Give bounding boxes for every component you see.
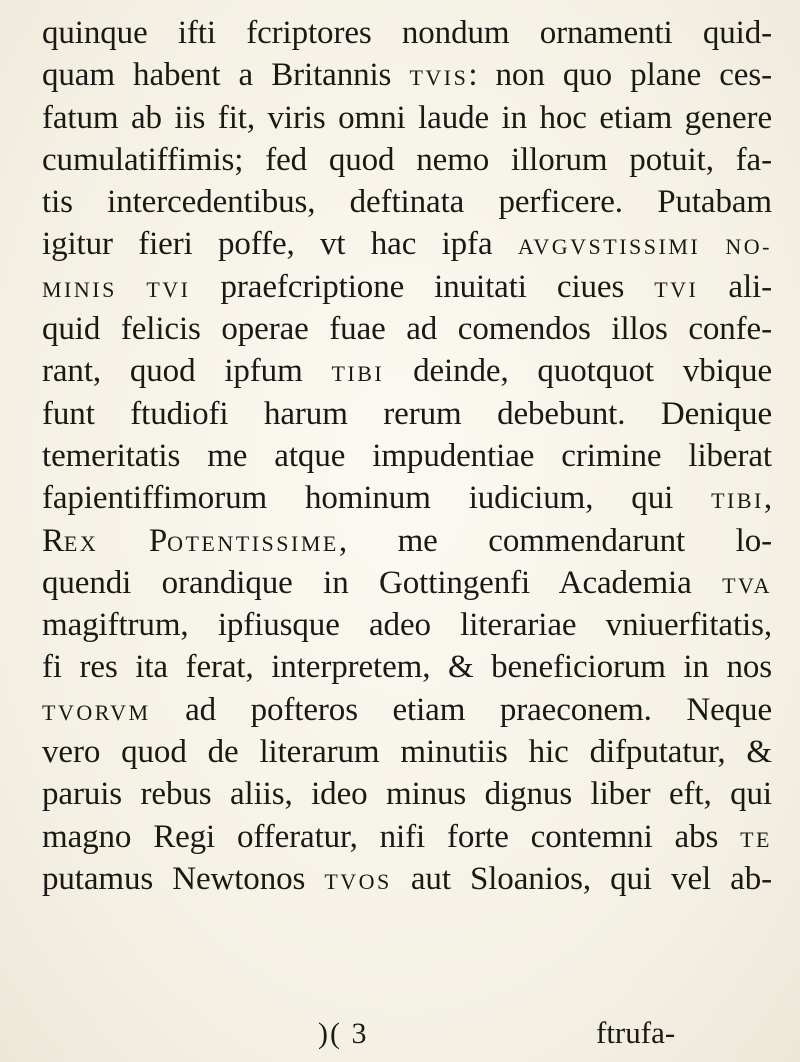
text-segment: vero quod de literarum minutiis hic difputatur, & xyxy=(42,734,772,771)
small-caps-segment: TE xyxy=(740,826,772,852)
text-line xyxy=(42,816,772,858)
text-segment: rant, quod ipfum xyxy=(42,353,332,390)
text-line xyxy=(42,731,772,773)
small-caps-segment: TIBI xyxy=(331,361,385,387)
text-segment: igitur fieri poffe, vt hac ipfa xyxy=(42,226,518,263)
text-segment: fapientiffimorum hominum iudicium, qui xyxy=(42,480,712,517)
text-segment: temeritatis me atque impudentiae crimine liberat xyxy=(42,437,772,474)
text-segment: R xyxy=(42,522,64,559)
text-segment: , xyxy=(763,480,772,517)
text-line xyxy=(42,562,772,604)
text-segment: praefcriptione inuitati ciues xyxy=(190,268,655,305)
text-segment: magno Regi offeratur, nifi forte contemni abs xyxy=(42,818,741,855)
text-segment: fi res ita ferat, interpretem, & beneficiorum in nos xyxy=(42,649,772,686)
small-caps-segment: TIBI xyxy=(711,488,764,514)
text-segment: aut Sloanios, qui vel ab- xyxy=(391,860,772,897)
text-segment: quinque ifti fcriptores nondum ornamenti quid- xyxy=(42,15,772,51)
text-line xyxy=(42,858,772,900)
text-segment: tis intercedentibus, deftinata perficere. Putabam xyxy=(42,184,772,221)
text-line xyxy=(42,223,772,265)
text-line xyxy=(42,689,772,731)
text-segment: deinde, quotquot vbique xyxy=(384,353,773,390)
text-segment: quendi orandique in Gottingenfi Academia xyxy=(42,564,723,601)
text-segment: cumulatiffimis; fed quod nemo illorum potuit, fa- xyxy=(42,141,772,178)
text-segment: fatum ab iis fit, viris omni laude in hoc etiam genere xyxy=(42,99,772,136)
text-line xyxy=(42,435,772,477)
body-text xyxy=(42,12,772,900)
text-line xyxy=(42,773,772,815)
text-segment: putamus Newtonos xyxy=(42,860,325,897)
text-segment: funt ftudiofi harum rerum debebunt. Denique xyxy=(42,395,772,432)
small-caps-segment: TVORVM xyxy=(42,699,151,725)
text-segment: paruis rebus aliis, ideo minus dignus liber eft, qui xyxy=(42,776,772,813)
text-segment: magiftrum, ipfiusque adeo literariae vniuerfitatis, xyxy=(42,607,772,644)
small-caps-segment: TVI xyxy=(654,276,699,302)
text-line xyxy=(42,266,772,308)
text-segment: ad pofteros etiam praeconem. Neque xyxy=(150,691,772,728)
text-segment: quid felicis operae fuae ad comendos illos confe- xyxy=(42,311,772,348)
text-segment: ali- xyxy=(698,268,772,305)
page-footer xyxy=(0,1015,800,1059)
text-line xyxy=(42,12,772,54)
text-line xyxy=(42,646,772,688)
text-line xyxy=(42,393,772,435)
text-line xyxy=(42,477,772,519)
small-caps-segment: EX xyxy=(63,530,99,556)
text-segment: , me commendarunt lo- xyxy=(338,522,772,559)
text-line xyxy=(42,181,772,223)
small-caps-segment: TVA xyxy=(722,572,772,598)
signature-mark: )( 3 xyxy=(318,1017,369,1050)
text-segment: : non quo plane ces- xyxy=(468,57,772,94)
text-line xyxy=(42,604,772,646)
small-caps-segment: TVIS xyxy=(409,65,469,91)
text-line xyxy=(42,520,772,562)
text-line xyxy=(42,97,772,139)
text-line xyxy=(42,139,772,181)
text-line xyxy=(42,54,772,96)
text-line xyxy=(42,350,772,392)
small-caps-segment: MINIS TVI xyxy=(42,276,191,302)
text-segment: quam habent a Britannis xyxy=(42,57,410,94)
text-line xyxy=(42,308,772,350)
catchword: ftrufa- xyxy=(596,1015,676,1050)
text-segment: P xyxy=(98,522,168,559)
small-caps-segment: TVOS xyxy=(324,868,392,894)
small-caps-segment: OTENTISSIME xyxy=(167,530,339,556)
small-caps-segment: AVGVSTISSIMI NO- xyxy=(517,234,772,260)
